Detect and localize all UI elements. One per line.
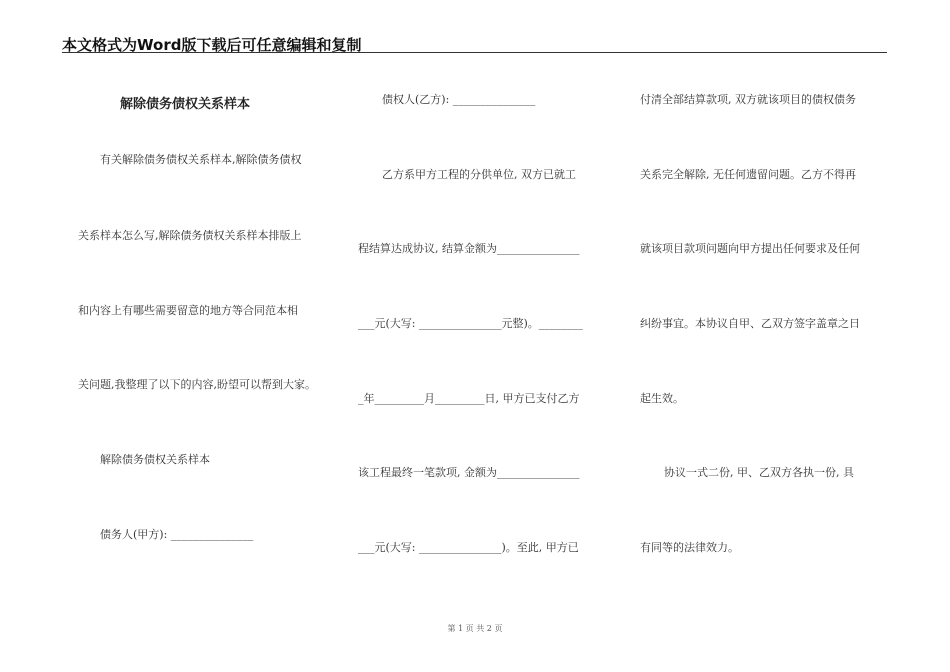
paragraph-line: 关系完全解除, 无任何遗留问题。乙方不得再	[640, 168, 856, 181]
paragraph-line: 付清全部结算款项, 双方就该项目的债权债务	[640, 93, 856, 106]
paragraph-line: 程结算达成协议, 结算金额为_______________	[358, 242, 580, 255]
paragraph-line: 关问题,我整理了以下的内容,盼望可以帮到大家。	[78, 378, 316, 391]
paragraph-line: 该工程最终一笔款项, 金额为_______________	[358, 466, 580, 479]
paragraph-line: ___元(大写: _______________)。至此, 甲方已	[358, 541, 579, 554]
paragraph-line: 就该项目款项问题向甲方提出任何要求及任何	[640, 242, 860, 255]
paragraph-line: 乙方系甲方工程的分供单位, 双方已就工	[382, 168, 576, 181]
paragraph-line: _年_________月_________日, 甲方已支付乙方	[358, 392, 580, 405]
document-title: 解除债务债权关系样本	[120, 97, 251, 112]
paragraph-line: 起生效。	[640, 392, 684, 405]
document-header: 本文格式为Word版下载后可任意编辑和复制	[62, 36, 362, 54]
paragraph-line: 和内容上有哪些需要留意的地方等合同范本相	[78, 304, 298, 317]
paragraph-line: 有同等的法律效力。	[640, 541, 739, 554]
paragraph-line: 协议一式二份, 甲、乙双方各执一份, 具	[664, 466, 854, 479]
paragraph-line: ___元(大写: _______________元整)。________	[358, 317, 583, 330]
page-number: 第 1 页 共 2 页	[447, 624, 503, 633]
section-heading: 解除债务债权关系样本	[100, 453, 210, 466]
paragraph-line: 关系样本怎么写,解除债务债权关系样本排版上	[78, 229, 302, 242]
paragraph-line: 有关解除债务债权关系样本,解除债务债权	[100, 153, 302, 166]
header-divider	[62, 52, 887, 53]
creditor-field: 债权人(乙方): _______________	[382, 93, 536, 106]
paragraph-line: 纠纷事宜。本协议自甲、乙双方签字盖章之日	[640, 317, 860, 330]
debtor-field: 债务人(甲方): _______________	[100, 528, 254, 541]
